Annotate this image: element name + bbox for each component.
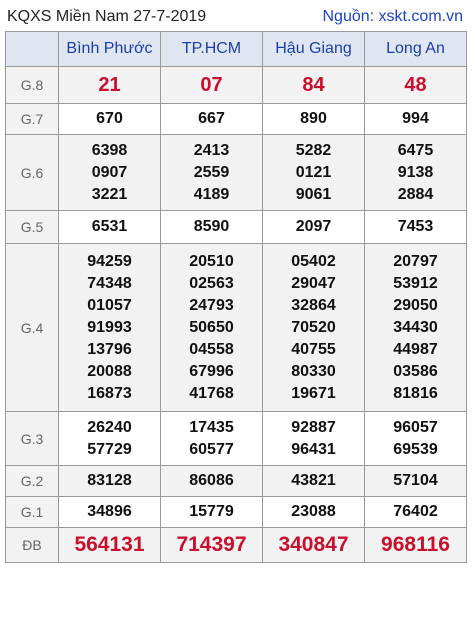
prize-row: [6, 528, 467, 563]
prize-cell: [263, 466, 365, 497]
province-header: Bình Phước: [59, 32, 161, 67]
prize-number: 3221: [91, 185, 128, 203]
prize-number: 04558: [189, 340, 234, 358]
prize-number: 96431: [291, 440, 336, 458]
prize-cell: [365, 104, 467, 135]
prize-label: ĐB: [6, 528, 59, 563]
prize-number: 968116: [381, 533, 450, 556]
prize-number: 40755: [291, 340, 336, 358]
prize-number: 0907: [91, 163, 128, 181]
prize-row: [6, 104, 467, 135]
prize-number: 32864: [291, 296, 336, 314]
province-header: Hậu Giang: [263, 32, 365, 67]
prize-cell: [365, 244, 467, 412]
prize-row: [6, 244, 467, 412]
prize-number: 20510: [189, 252, 234, 270]
prize-cell: [263, 104, 365, 135]
prize-cell: [263, 135, 365, 211]
prize-number: 6531: [91, 218, 128, 235]
prize-number: 2097: [295, 218, 332, 235]
prize-cell: [59, 211, 161, 244]
prize-number: 26240: [87, 418, 132, 436]
prize-number: 9061: [295, 185, 332, 203]
prize-cell: [161, 135, 263, 211]
prize-number: 43821: [291, 472, 336, 489]
prize-cell: [365, 67, 467, 104]
prize-cell: [263, 528, 365, 563]
prize-cell: [59, 244, 161, 412]
prize-cell: [365, 528, 467, 563]
prize-number: 17435: [189, 418, 234, 436]
province-header: TP.HCM: [161, 32, 263, 67]
prize-number: 6475: [397, 141, 434, 159]
prize-number: 714397: [176, 533, 247, 556]
prize-number: 19671: [291, 384, 336, 402]
prize-number: 21: [98, 74, 121, 96]
prize-number: 41768: [189, 384, 234, 402]
prize-cell: [161, 244, 263, 412]
prize-label: G.3: [6, 412, 59, 466]
prize-cell: [161, 412, 263, 466]
prize-label: G.2: [6, 466, 59, 497]
prize-number: 6398: [91, 141, 128, 159]
prize-cell: [161, 497, 263, 528]
prize-cell: [365, 412, 467, 466]
source-link[interactable]: Nguồn: xskt.com.vn: [322, 8, 463, 25]
prize-number: 34430: [393, 318, 438, 336]
prize-number: 02563: [189, 274, 234, 292]
table-header-row: [6, 32, 467, 67]
prize-number: 48: [404, 74, 427, 96]
prize-number: 44987: [393, 340, 438, 358]
prize-cell: [161, 528, 263, 563]
prize-number: 2413: [193, 141, 230, 159]
prize-cell: [263, 67, 365, 104]
prize-number: 01057: [87, 296, 132, 314]
prize-number: 2884: [397, 185, 434, 203]
prize-row: [6, 497, 467, 528]
prize-number: 76402: [393, 503, 438, 520]
prize-cell: [59, 528, 161, 563]
page-title: KQXS Miền Nam 27-7-2019: [7, 8, 207, 25]
prize-number: 29047: [291, 274, 336, 292]
results-table: [5, 31, 467, 563]
prize-cell: [365, 497, 467, 528]
corner-cell: [6, 32, 59, 67]
prize-number: 4189: [193, 185, 230, 203]
prize-number: 2559: [193, 163, 230, 181]
prize-number: 5282: [295, 141, 332, 159]
prize-number: 670: [96, 110, 123, 127]
prize-cell: [59, 497, 161, 528]
prize-cell: [161, 466, 263, 497]
prize-number: 86086: [189, 472, 234, 489]
prize-number: 9138: [397, 163, 434, 181]
prize-cell: [59, 412, 161, 466]
prize-number: 67996: [189, 362, 234, 380]
prize-number: 20797: [393, 252, 438, 270]
prize-number: 7453: [397, 218, 434, 235]
prize-cell: [263, 211, 365, 244]
prize-number: 96057: [393, 418, 438, 436]
prize-number: 13796: [87, 340, 132, 358]
prize-label: G.1: [6, 497, 59, 528]
prize-number: 81816: [393, 384, 438, 402]
prize-cell: [263, 497, 365, 528]
prize-cell: [59, 135, 161, 211]
prize-label: G.6: [6, 135, 59, 211]
prize-label: G.7: [6, 104, 59, 135]
prize-number: 57104: [393, 472, 438, 489]
prize-number: 564131: [74, 533, 145, 556]
prize-cell: [263, 412, 365, 466]
prize-number: 83128: [87, 472, 132, 489]
prize-number: 8590: [193, 218, 230, 235]
prize-number: 84: [302, 74, 325, 96]
prize-cell: [59, 466, 161, 497]
prize-number: 92887: [291, 418, 336, 436]
prize-number: 53912: [393, 274, 438, 292]
prize-number: 94259: [87, 252, 132, 270]
prize-label: G.4: [6, 244, 59, 412]
prize-label: G.8: [6, 67, 59, 104]
prize-label: G.5: [6, 211, 59, 244]
prize-number: 74348: [87, 274, 132, 292]
results-body: [6, 67, 467, 563]
prize-cell: [59, 67, 161, 104]
prize-number: 667: [198, 110, 225, 127]
prize-cell: [59, 104, 161, 135]
prize-number: 20088: [87, 362, 132, 380]
prize-number: 80330: [291, 362, 336, 380]
prize-row: [6, 67, 467, 104]
prize-row: [6, 412, 467, 466]
prize-number: 994: [402, 110, 429, 127]
prize-cell: [365, 466, 467, 497]
prize-number: 0121: [295, 163, 332, 181]
prize-cell: [263, 244, 365, 412]
prize-number: 69539: [393, 440, 438, 458]
prize-cell: [161, 104, 263, 135]
prize-row: [6, 211, 467, 244]
prize-number: 890: [300, 110, 327, 127]
prize-number: 16873: [87, 384, 132, 402]
prize-number: 05402: [291, 252, 336, 270]
prize-row: [6, 466, 467, 497]
prize-number: 34896: [87, 503, 132, 520]
prize-number: 23088: [291, 503, 336, 520]
prize-number: 91993: [87, 318, 132, 336]
prize-cell: [161, 67, 263, 104]
prize-cell: [161, 211, 263, 244]
prize-number: 07: [200, 74, 223, 96]
prize-number: 03586: [393, 362, 438, 380]
prize-number: 29050: [393, 296, 438, 314]
province-header: Long An: [365, 32, 467, 67]
prize-number: 50650: [189, 318, 234, 336]
results-panel: [5, 3, 467, 563]
prize-cell: [365, 211, 467, 244]
prize-number: 60577: [189, 440, 234, 458]
prize-number: 15779: [189, 503, 234, 520]
page-header: [5, 3, 467, 31]
prize-number: 340847: [278, 533, 349, 556]
prize-cell: [365, 135, 467, 211]
prize-number: 57729: [87, 440, 132, 458]
prize-row: [6, 135, 467, 211]
prize-number: 70520: [291, 318, 336, 336]
prize-number: 24793: [189, 296, 234, 314]
